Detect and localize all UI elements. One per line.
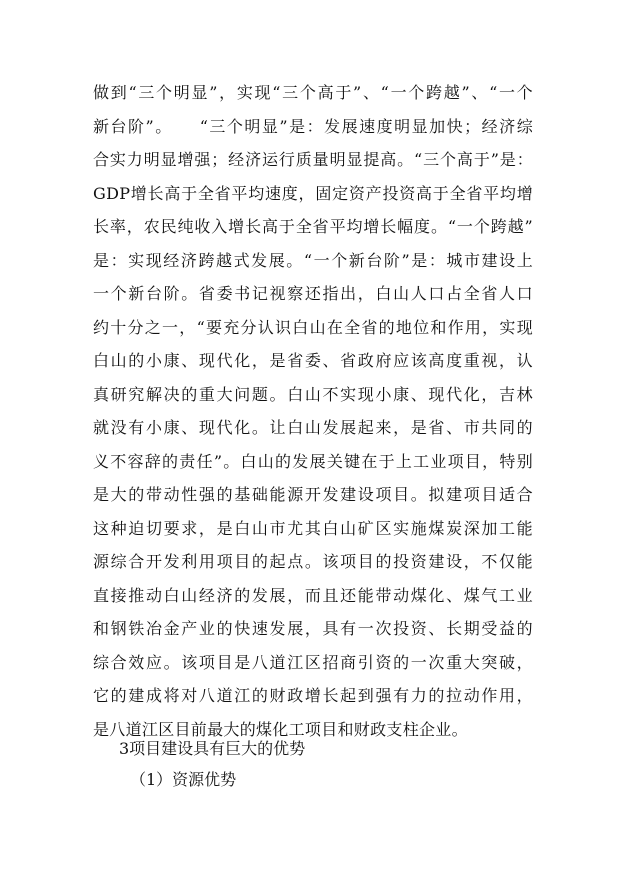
text-line: 真研究解决的重大问题。白山不实现小康、现代化，吉林 bbox=[93, 384, 533, 404]
text-line: 新台阶”。 “三个明显”是：发展速度明显加快；经济综 bbox=[93, 116, 533, 136]
text-line: 白山的小康、现代化，是省委、省政府应该高度重视，认 bbox=[93, 351, 533, 370]
text-line: 和钢铁冶金产业的快速发展，具有一次投资、长期受益的 bbox=[93, 619, 533, 638]
text-line: 合实力明显增强；经济运行质量明显提高。“三个高于”是： bbox=[93, 150, 533, 169]
text-line: 是：实现经济跨越式发展。“一个新台阶”是：城市建设上 bbox=[93, 250, 533, 270]
text-line: 综合效应。该项目是八道江区招商引资的一次重大突破， bbox=[93, 652, 533, 672]
text-line: 直接推动白山经济的发展，而且还能带动煤化、煤气工业 bbox=[93, 585, 533, 605]
text-line: 这种迫切要求，是白山市尤其白山矿区实施煤炭深加工能 bbox=[93, 518, 533, 538]
section-heading: 3项目建设具有巨大的优势 bbox=[119, 739, 306, 758]
text-line: GDP增长高于全省平均速度，固定资产投资高于全省平均增 bbox=[93, 183, 533, 203]
text-line: 源综合开发利用项目的起点。该项目的投资建设，不仅能 bbox=[93, 552, 533, 571]
text-line: 是大的带动性强的基础能源开发建设项目。拟建项目适合 bbox=[93, 485, 533, 504]
text-line: 一个新台阶。省委书记视察还指出，白山人口占全省人口 bbox=[93, 284, 533, 303]
text-line: 做到“三个明显”，实现“三个高于”、“一个跨越”、“一个 bbox=[93, 83, 533, 102]
text-line: 是八道江区目前最大的煤化工项目和财政支柱企业。 bbox=[93, 719, 468, 739]
subsection-heading: （1）资源优势 bbox=[130, 770, 237, 789]
text-line: 它的建成将对八道江的财政增长起到强有力的拉动作用， bbox=[93, 686, 533, 705]
text-line: 就没有小康、现代化。让白山发展起来，是省、市共同的 bbox=[93, 418, 533, 437]
body-paragraph bbox=[93, 76, 533, 746]
text-line: 约十分之一，“要充分认识白山在全省的地位和作用，实现 bbox=[93, 317, 533, 337]
text-line: 长率，农民纯收入增长高于全省平均增长幅度。“一个跨越” bbox=[93, 217, 533, 236]
text-line: 义不容辞的责任”。白山的发展关键在于上工业项目，特别 bbox=[93, 451, 533, 471]
